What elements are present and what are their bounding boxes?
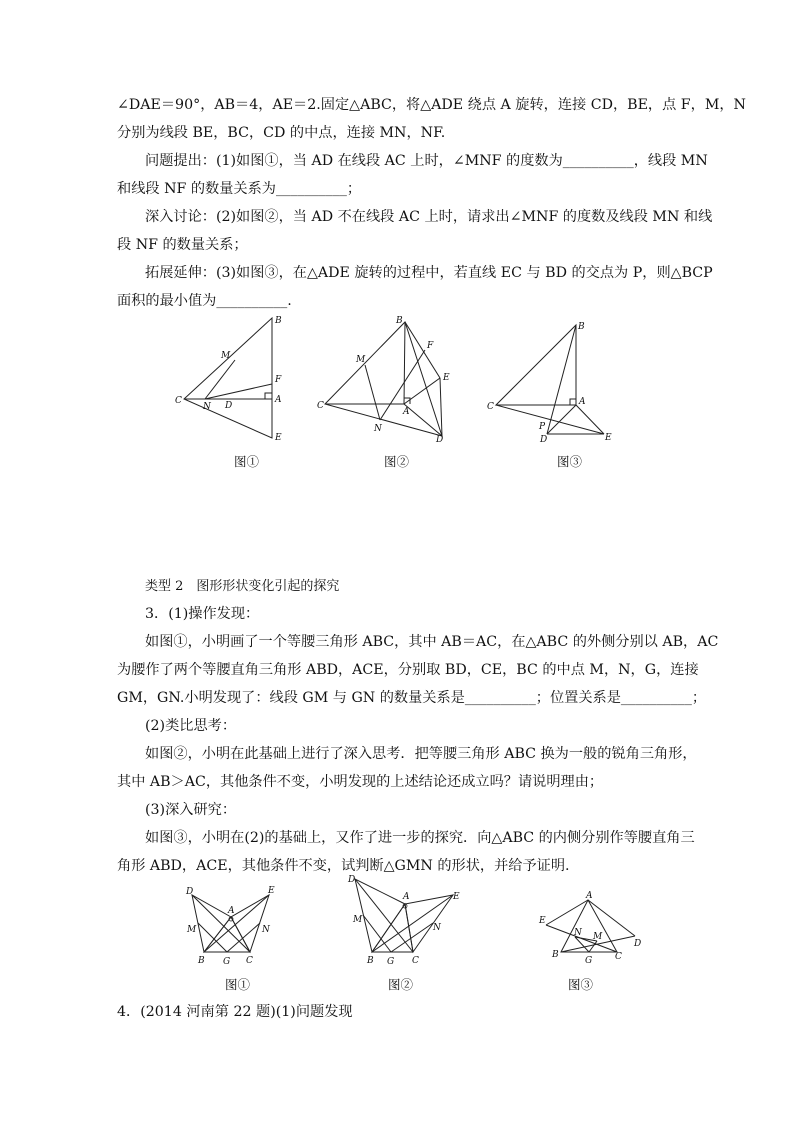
svg-text:N: N xyxy=(433,923,441,933)
problem2-question-1-cont: 和线段 NF 的数量关系为__________； xyxy=(117,181,362,197)
svg-text:G: G xyxy=(387,957,395,967)
svg-text:A: A xyxy=(228,906,235,916)
caption-p2-fig3: 图③ xyxy=(557,454,583,469)
svg-text:C: C xyxy=(317,401,324,411)
svg-text:C: C xyxy=(412,956,419,966)
problem2-question-2-cont: 段 NF 的数量关系； xyxy=(117,237,248,253)
problem3-part2-title: (2)类比思考： xyxy=(145,718,237,734)
svg-text:G: G xyxy=(585,956,593,966)
svg-text:B: B xyxy=(198,956,205,966)
figure-p2-2 xyxy=(315,312,455,447)
svg-text:D: D xyxy=(634,939,642,949)
svg-text:C: C xyxy=(487,402,494,412)
svg-text:M: M xyxy=(221,351,231,361)
svg-text:E: E xyxy=(268,886,275,896)
svg-text:B: B xyxy=(396,316,403,326)
problem2-line-1: ∠DAE＝90°，AB＝4，AE＝2.固定△ABC，将△ADE 绕点 A 旋转，连接 CD，BE，点 F，M，N xyxy=(117,97,746,113)
problem3-line-3: GM，GN.小明发现了：线段 GM 与 GN 的数量关系是__________；位置关系是__________； xyxy=(117,690,707,706)
problem3-part3-title: (3)深入研究： xyxy=(145,802,237,818)
svg-text:C: C xyxy=(246,956,253,966)
figure-p3-3 xyxy=(535,892,645,972)
svg-text:F: F xyxy=(275,375,282,385)
svg-text:A: A xyxy=(579,397,586,407)
problem3-part2-line-1: 如图②，小明在此基础上进行了深入思考．把等腰三角形 ABC 换为一般的锐角三角形， xyxy=(145,746,697,762)
svg-text:B: B xyxy=(578,322,585,332)
svg-text:G: G xyxy=(223,957,231,967)
svg-text:A: A xyxy=(403,892,410,902)
problem3-part3-line-1: 如图③，小明在(2)的基础上，又作了进一步的探究．向△ABC 的内侧分别作等腰直角三 xyxy=(145,830,695,846)
problem2-question-1: 问题提出：(1)如图①，当 AD 在线段 AC 上时，∠MNF 的度数为__________，线段 MN xyxy=(145,153,708,169)
problem3-part2-line-2: 其中 AB＞AC，其他条件不变，小明发现的上述结论还成立吗？请说明理由； xyxy=(117,774,604,790)
figure-p3-2 xyxy=(345,872,465,972)
problem3-line-1: 如图①，小明画了一个等腰三角形 ABC，其中 AB＝AC，在△ABC 的外侧分别以 AB，AC xyxy=(145,634,719,650)
svg-text:E: E xyxy=(605,433,612,443)
caption-p2-fig2: 图② xyxy=(384,454,410,469)
svg-text:A: A xyxy=(275,395,282,405)
svg-text:M: M xyxy=(187,925,197,935)
svg-text:D: D xyxy=(348,875,356,885)
svg-text:P: P xyxy=(539,422,546,432)
problem2-question-2: 深入讨论：(2)如图②，当 AD 不在线段 AC 上时，请求出∠MNF 的度数及线段 MN 和线 xyxy=(145,209,713,225)
caption-p3-fig3: 图③ xyxy=(568,977,594,992)
problem2-line-2: 分别为线段 BE，BC，CD 的中点，连接 MN，NF. xyxy=(117,125,446,141)
svg-text:A: A xyxy=(403,407,410,417)
figure-p2-3 xyxy=(484,312,624,447)
figure-p2-1 xyxy=(175,312,295,447)
svg-text:N: N xyxy=(203,402,211,412)
problem2-question-3: 拓展延伸：(3)如图③，在△ADE 旋转的过程中，若直线 EC 与 BD 的交点为 P，则△BCP xyxy=(145,265,713,281)
svg-text:D: D xyxy=(225,401,233,411)
svg-text:N: N xyxy=(574,928,582,938)
problem3-part3-line-2: 角形 ABD，ACE，其他条件不变，试判断△GMN 的形状，并给予证明. xyxy=(117,858,570,874)
svg-text:E: E xyxy=(275,433,282,443)
svg-text:M: M xyxy=(593,932,603,942)
caption-p3-fig1: 图① xyxy=(225,977,251,992)
svg-text:N: N xyxy=(262,925,270,935)
svg-text:F: F xyxy=(427,341,434,351)
svg-text:D: D xyxy=(436,435,444,445)
svg-text:A: A xyxy=(586,891,593,901)
svg-text:C: C xyxy=(175,396,182,406)
problem3-line-2: 为腰作了两个等腰直角三角形 ABD，ACE，分别取 BD，CE，BC 的中点 M，N，G，连接 xyxy=(117,662,699,678)
problem2-question-3-cont: 面积的最小值为__________. xyxy=(117,293,292,309)
svg-text:E: E xyxy=(539,916,546,926)
svg-text:D: D xyxy=(186,887,194,897)
svg-text:B: B xyxy=(367,956,374,966)
svg-text:N: N xyxy=(374,424,382,434)
svg-text:E: E xyxy=(453,892,460,902)
svg-text:M: M xyxy=(356,355,366,365)
caption-p3-fig2: 图② xyxy=(388,977,414,992)
caption-p2-fig1: 图① xyxy=(234,454,260,469)
problem4-title: 4．(2014 河南第 22 题)(1)问题发现 xyxy=(117,1004,353,1020)
svg-text:C: C xyxy=(615,952,622,962)
svg-text:E: E xyxy=(443,373,450,383)
problem3-title: 3．(1)操作发现： xyxy=(145,606,260,622)
figure-p3-1 xyxy=(182,882,282,972)
svg-text:B: B xyxy=(275,316,282,326)
svg-text:D: D xyxy=(540,435,548,445)
svg-text:M: M xyxy=(353,915,363,925)
section-heading: 类型 2 图形形状变化引起的探究 xyxy=(145,579,340,594)
svg-text:B: B xyxy=(552,950,559,960)
